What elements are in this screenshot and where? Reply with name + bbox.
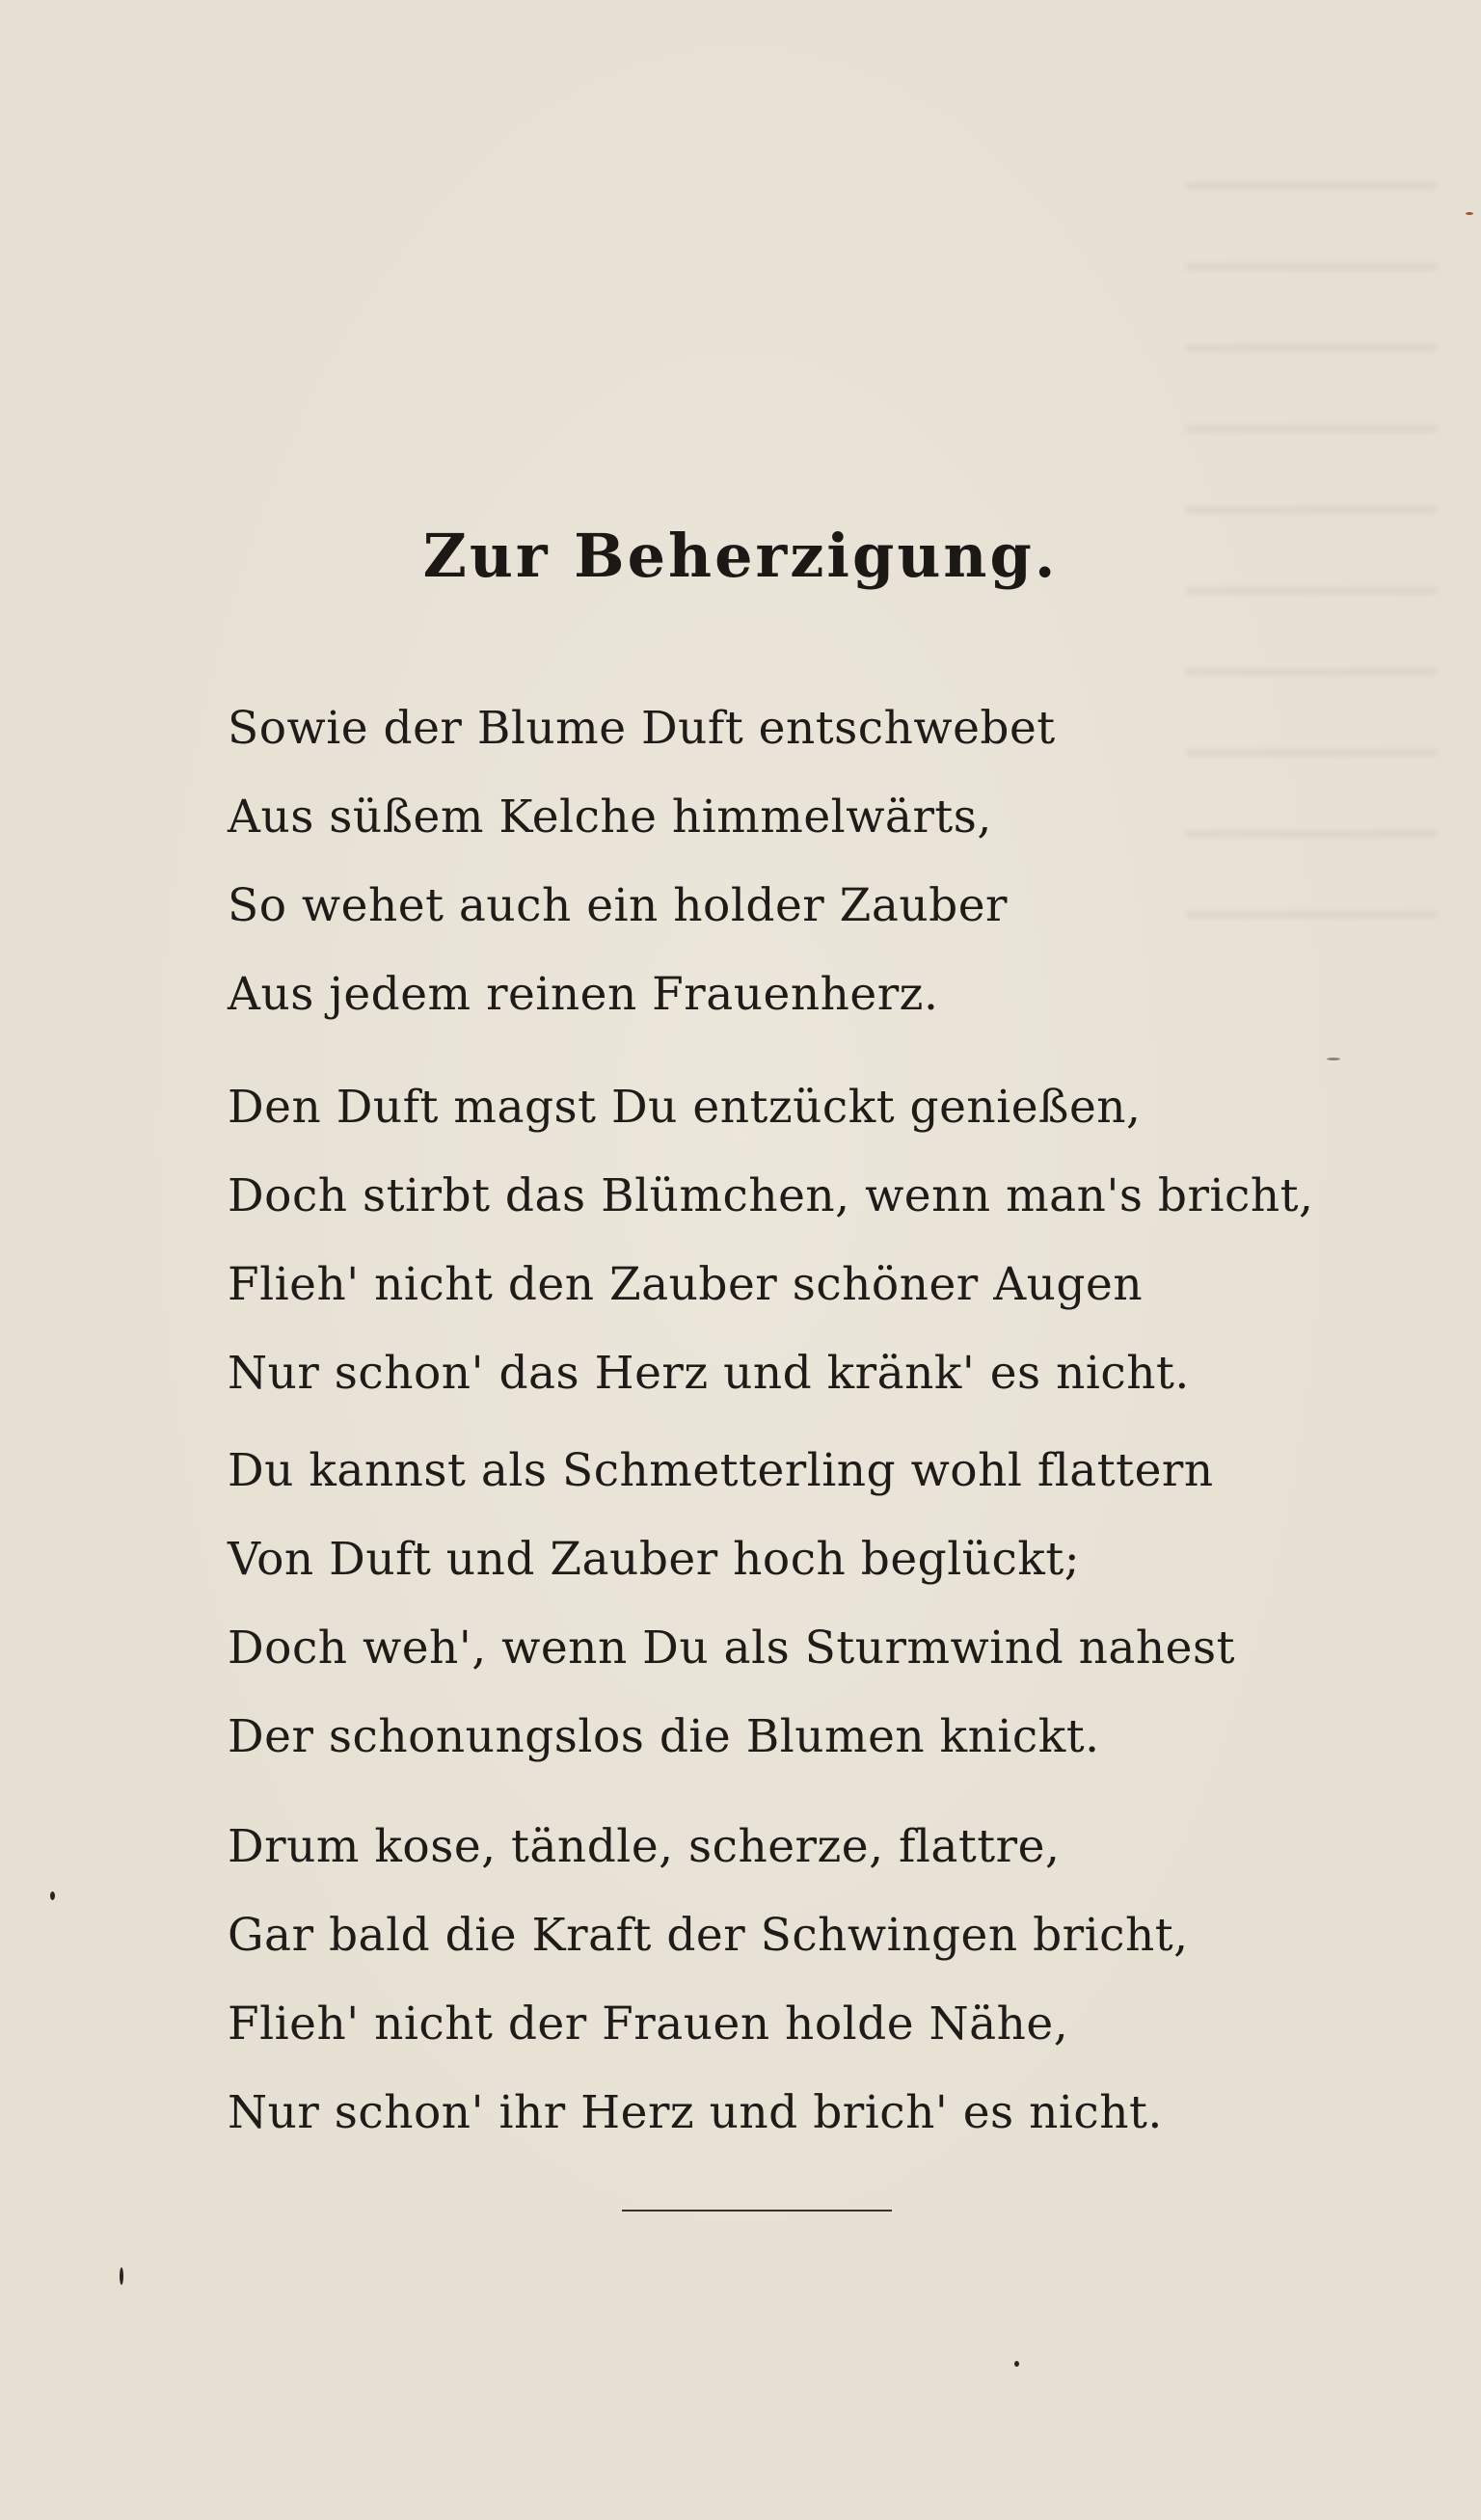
paper-speck <box>120 2267 123 2285</box>
verse-line: Nur schon' das Herz und kränk' es nicht. <box>228 1347 1190 1400</box>
verse-line: Aus jedem reinen Frauenherz. <box>228 968 939 1021</box>
verse-line: Von Duft und Zauber hoch beglückt; <box>228 1533 1081 1586</box>
verse-line: Aus süßem Kelche himmelwärts, <box>228 791 992 844</box>
stanza-1 <box>228 684 1288 1039</box>
verse-line: Doch weh', wenn Du als Sturmwind nahest <box>228 1622 1235 1675</box>
verse-line: Sowie der Blume Duft entschwebet <box>228 702 1056 755</box>
verse-line: Nur schon' ihr Herz und brich' es nicht. <box>228 2086 1163 2139</box>
verse-line: Drum kose, tändle, scherze, flattre, <box>228 1820 1061 1873</box>
verse-line: Den Duft magst Du entzückt genießen, <box>228 1081 1142 1134</box>
verse-line: Flieh' nicht den Zauber schöner Augen <box>228 1258 1144 1311</box>
poem-title: Zur Beherzigung. <box>422 521 1059 591</box>
section-divider <box>622 2210 892 2212</box>
paper-speck <box>1466 212 1473 215</box>
stanza-3 <box>228 1427 1288 1782</box>
paper-speck <box>1327 1058 1340 1060</box>
paper-speck <box>1014 2361 1019 2367</box>
verse-line: Doch stirbt das Blümchen, wenn man's bricht, <box>228 1169 1314 1222</box>
stanza-4 <box>228 1803 1288 2158</box>
verse-line: Flieh' nicht der Frauen holde Nähe, <box>228 1997 1069 2051</box>
paper-speck <box>50 1891 55 1900</box>
verse-line: Der schonungslos die Blumen knickt. <box>228 1710 1100 1763</box>
stanza-2 <box>228 1063 1314 1418</box>
verse-line: Gar bald die Kraft der Schwingen bricht, <box>228 1909 1189 1962</box>
verse-line: So wehet auch ein holder Zauber <box>228 879 1008 932</box>
verse-line: Du kannst als Schmetterling wohl flattern <box>228 1444 1214 1497</box>
